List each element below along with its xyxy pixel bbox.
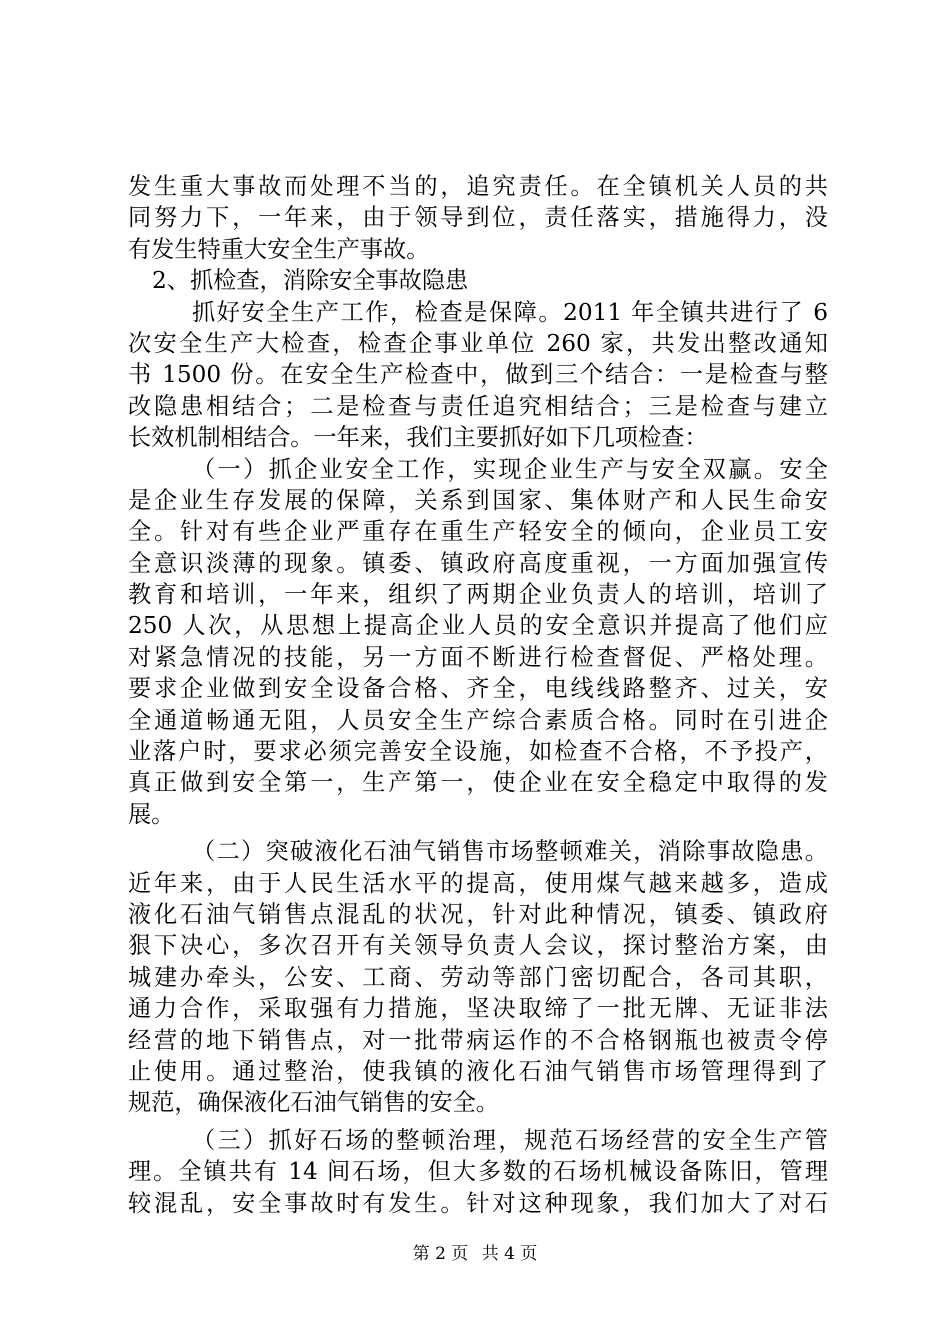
text-line: （三）抓好石场的整顿治理，规范石场经营的安全生产管 <box>192 1126 828 1154</box>
text-line: 长效机制相结合。一年来，我们主要抓好如下几项检查： <box>128 424 708 452</box>
text-line: 真正做到安全第一，生产第一，使企业在安全稳定中取得的发 <box>128 769 828 797</box>
section-heading: 2、抓检查，消除安全事故隐患 <box>152 267 469 295</box>
text-line: 全。针对有些企业严重存在重生产轻安全的倾向，企业员工安 <box>128 518 828 546</box>
text-line: （一）抓企业安全工作，实现企业生产与安全双赢。安全 <box>192 455 828 483</box>
text-line: 要求企业做到安全设备合格、齐全，电线线路整齐、过关，安 <box>128 675 828 703</box>
page-total: 共 4 页 <box>481 1244 538 1264</box>
text-line: 是企业生存发展的保障，关系到国家、集体财产和人民生命安 <box>128 486 828 514</box>
text-line: 经营的地下销售点，对一批带病运作的不合格钢瓶也被责令停 <box>128 1026 828 1054</box>
text-line: 对紧急情况的技能，另一方面不断进行检查督促、严格处理。 <box>128 643 828 671</box>
text-line: 理。全镇共有 14 间石场，但大多数的石场机械设备陈旧，管理 <box>128 1158 828 1186</box>
text-line: 狠下决心，多次召开有关领导负责人会议，探讨整治方案，由 <box>128 932 828 960</box>
text-line: 有发生特重大安全生产事故。 <box>128 235 430 263</box>
text-line: 较混乱，安全事故时有发生。针对这种现象，我们加大了对石 <box>128 1189 828 1217</box>
text-line: 展。 <box>128 800 175 828</box>
text-line: 全通道畅通无阻，人员安全生产综合素质合格。同时在引进企 <box>128 706 828 734</box>
text-line: 250 人次，从思想上提高企业人员的安全意识并提高了他们应 <box>128 612 828 640</box>
text-line: 改隐患相结合；二是检查与责任追究相结合；三是检查与建立 <box>128 392 828 420</box>
text-line: 同努力下，一年来，由于领导到位，责任落实，措施得力，没 <box>128 204 828 232</box>
document-body <box>128 171 828 1219</box>
text-line: 近年来，由于人民生活水平的提高，使用煤气越来越多，造成 <box>128 869 828 897</box>
text-line: 业落户时，要求必须完善安全设施，如检查不合格，不予投产， <box>128 738 828 766</box>
text-line: 次安全生产大检查，检查企事业单位 260 家，共发出整改通知 <box>128 329 828 357</box>
text-line: 教育和培训，一年来，组织了两期企业负责人的培训，培训了 <box>128 581 828 609</box>
text-line: 规范，确保液化石油气销售的安全。 <box>128 1089 499 1117</box>
page-number: 第 2 页 <box>412 1244 469 1264</box>
text-line: 抓好安全生产工作，检查是保障。2011 年全镇共进行了 6 <box>192 298 828 326</box>
text-line: 止使用。通过整治，使我镇的液化石油气销售市场管理得到了 <box>128 1057 828 1085</box>
text-line: 通力合作，采取强有力措施，坚决取缔了一批无牌、无证非法 <box>128 995 828 1023</box>
text-line: 液化石油气销售点混乱的状况，针对此种情况，镇委、镇政府 <box>128 900 828 928</box>
page-footer <box>0 1243 950 1265</box>
text-line: （二）突破液化石油气销售市场整顿难关，消除事故隐患。 <box>192 838 828 866</box>
text-line: 发生重大事故而处理不当的，追究责任。在全镇机关人员的共 <box>128 173 828 200</box>
text-line: 城建办牵头，公安、工商、劳动等部门密切配合，各司其职， <box>128 963 828 991</box>
text-line: 书 1500 份。在安全生产检查中，做到三个结合：一是检查与整 <box>128 361 828 389</box>
text-line: 全意识淡薄的现象。镇委、镇政府高度重视，一方面加强宣传 <box>128 549 828 577</box>
